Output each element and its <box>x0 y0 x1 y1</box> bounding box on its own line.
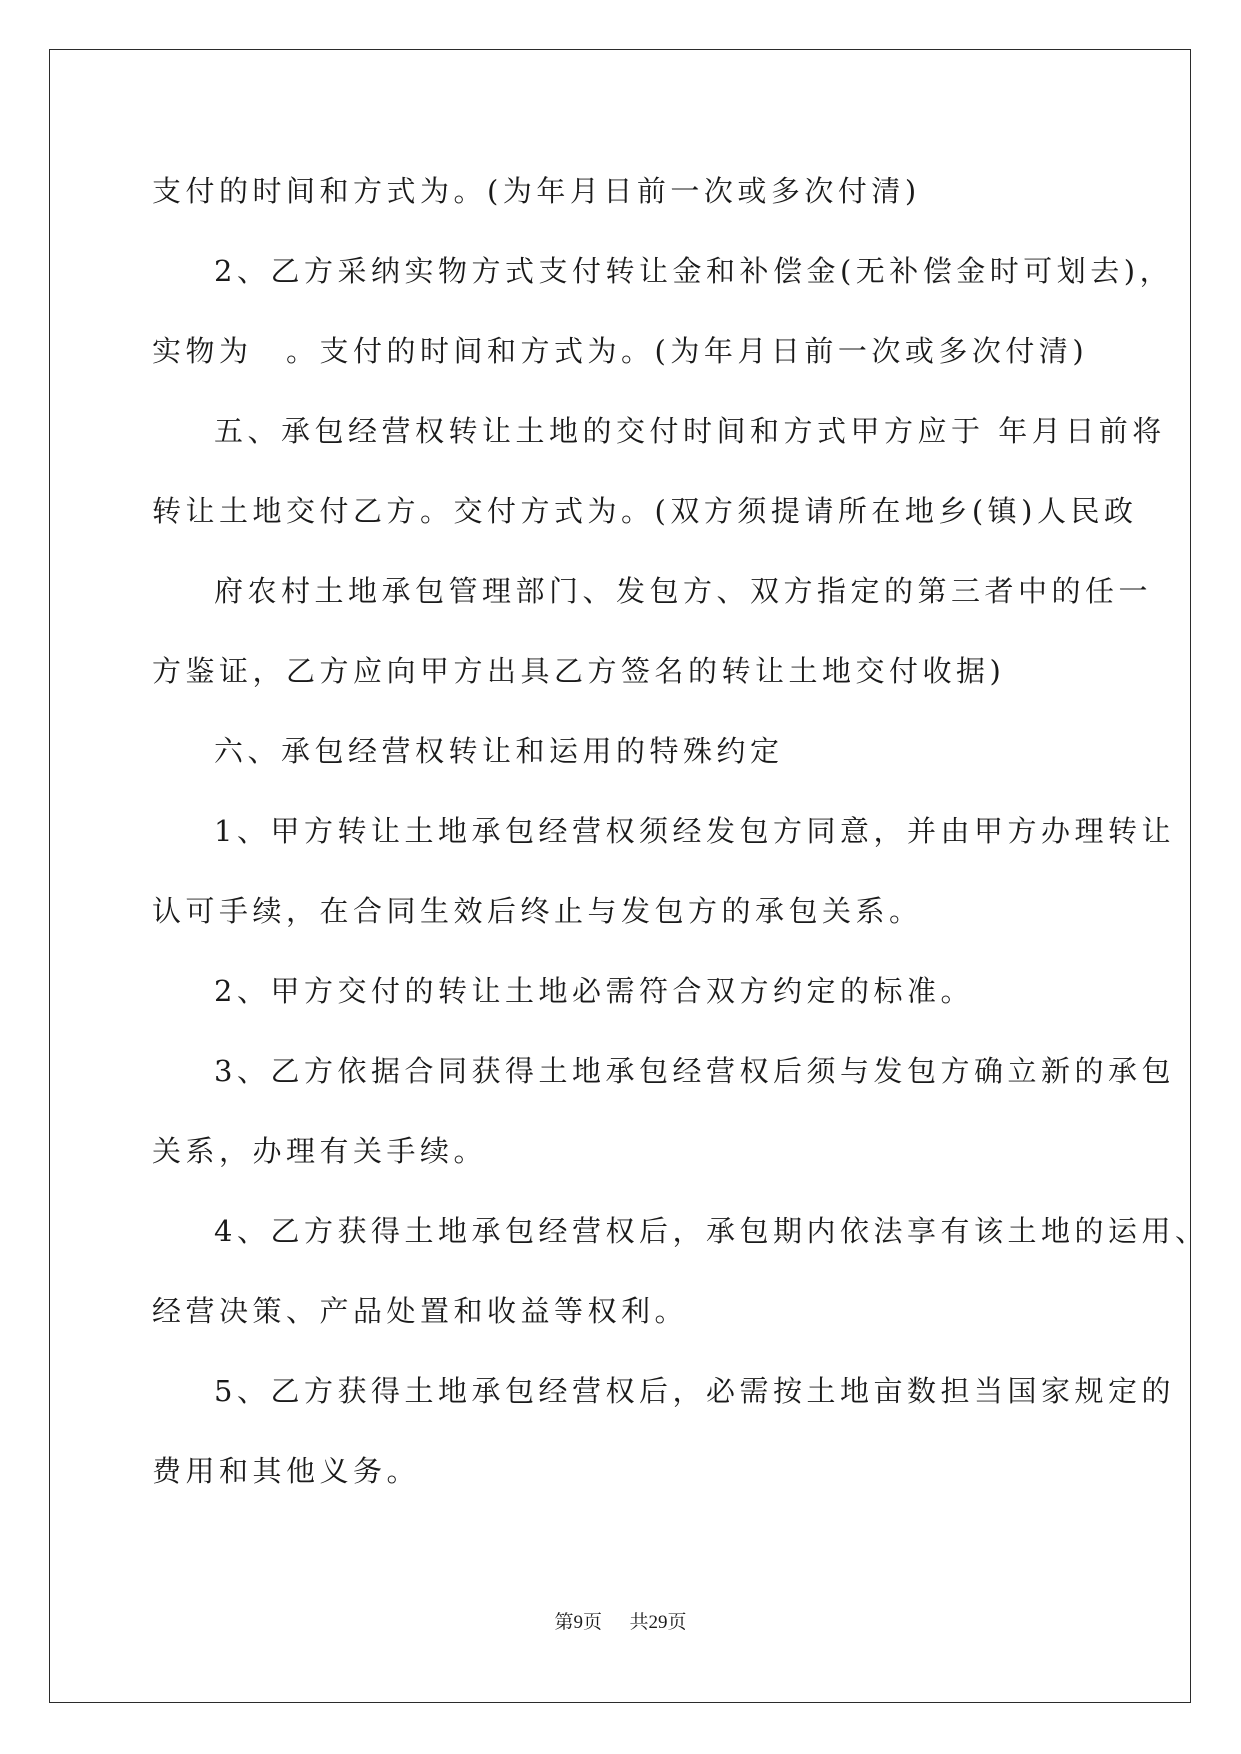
text-line: 5、乙方获得土地承包经营权后，必需按土地亩数担当国家规定的 <box>214 1374 1175 1408</box>
text-line: 方鉴证，乙方应向甲方出具乙方签名的转让土地交付收据) <box>152 654 1006 688</box>
text-line: 五、承包经营权转让土地的交付时间和方式甲方应于 年月日前将 <box>214 414 1166 448</box>
page-total: 共29页 <box>629 1612 687 1633</box>
text-line: 转让土地交付乙方。交付方式为。(双方须提请所在地乡(镇)人民政 <box>152 494 1138 528</box>
text-line: 1、甲方转让土地承包经营权须经发包方同意，并由甲方办理转让 <box>214 814 1175 848</box>
text-line: 府农村土地承包管理部门、发包方、双方指定的第三者中的任一 <box>214 574 1153 608</box>
text-line: 2、乙方采纳实物方式支付转让金和补偿金(无补偿金时可划去)， <box>214 254 1174 288</box>
text-line: 经营决策、产品处置和收益等权利。 <box>152 1294 689 1328</box>
text-line: 3、乙方依据合同获得土地承包经营权后须与发包方确立新的承包 <box>214 1054 1175 1088</box>
text-line: 关系，办理有关手续。 <box>152 1134 488 1168</box>
page-footer <box>0 1607 1241 1634</box>
text-line: 认可手续，在合同生效后终止与发包方的承包关系。 <box>152 894 923 928</box>
section-heading: 六、承包经营权转让和运用的特殊约定 <box>214 734 784 768</box>
page-number: 第9页 <box>554 1612 602 1633</box>
text-line: 实物为 。支付的时间和方式为。(为年月日前一次或多次付清) <box>152 334 1089 368</box>
text-line: 2、甲方交付的转让土地必需符合双方约定的标准。 <box>214 974 974 1008</box>
text-line: 支付的时间和方式为。(为年月日前一次或多次付清) <box>152 174 921 208</box>
text-line: 4、乙方获得土地承包经营权后，承包期内依法享有该土地的运用、 <box>214 1214 1209 1248</box>
text-line: 费用和其他义务。 <box>152 1454 421 1488</box>
